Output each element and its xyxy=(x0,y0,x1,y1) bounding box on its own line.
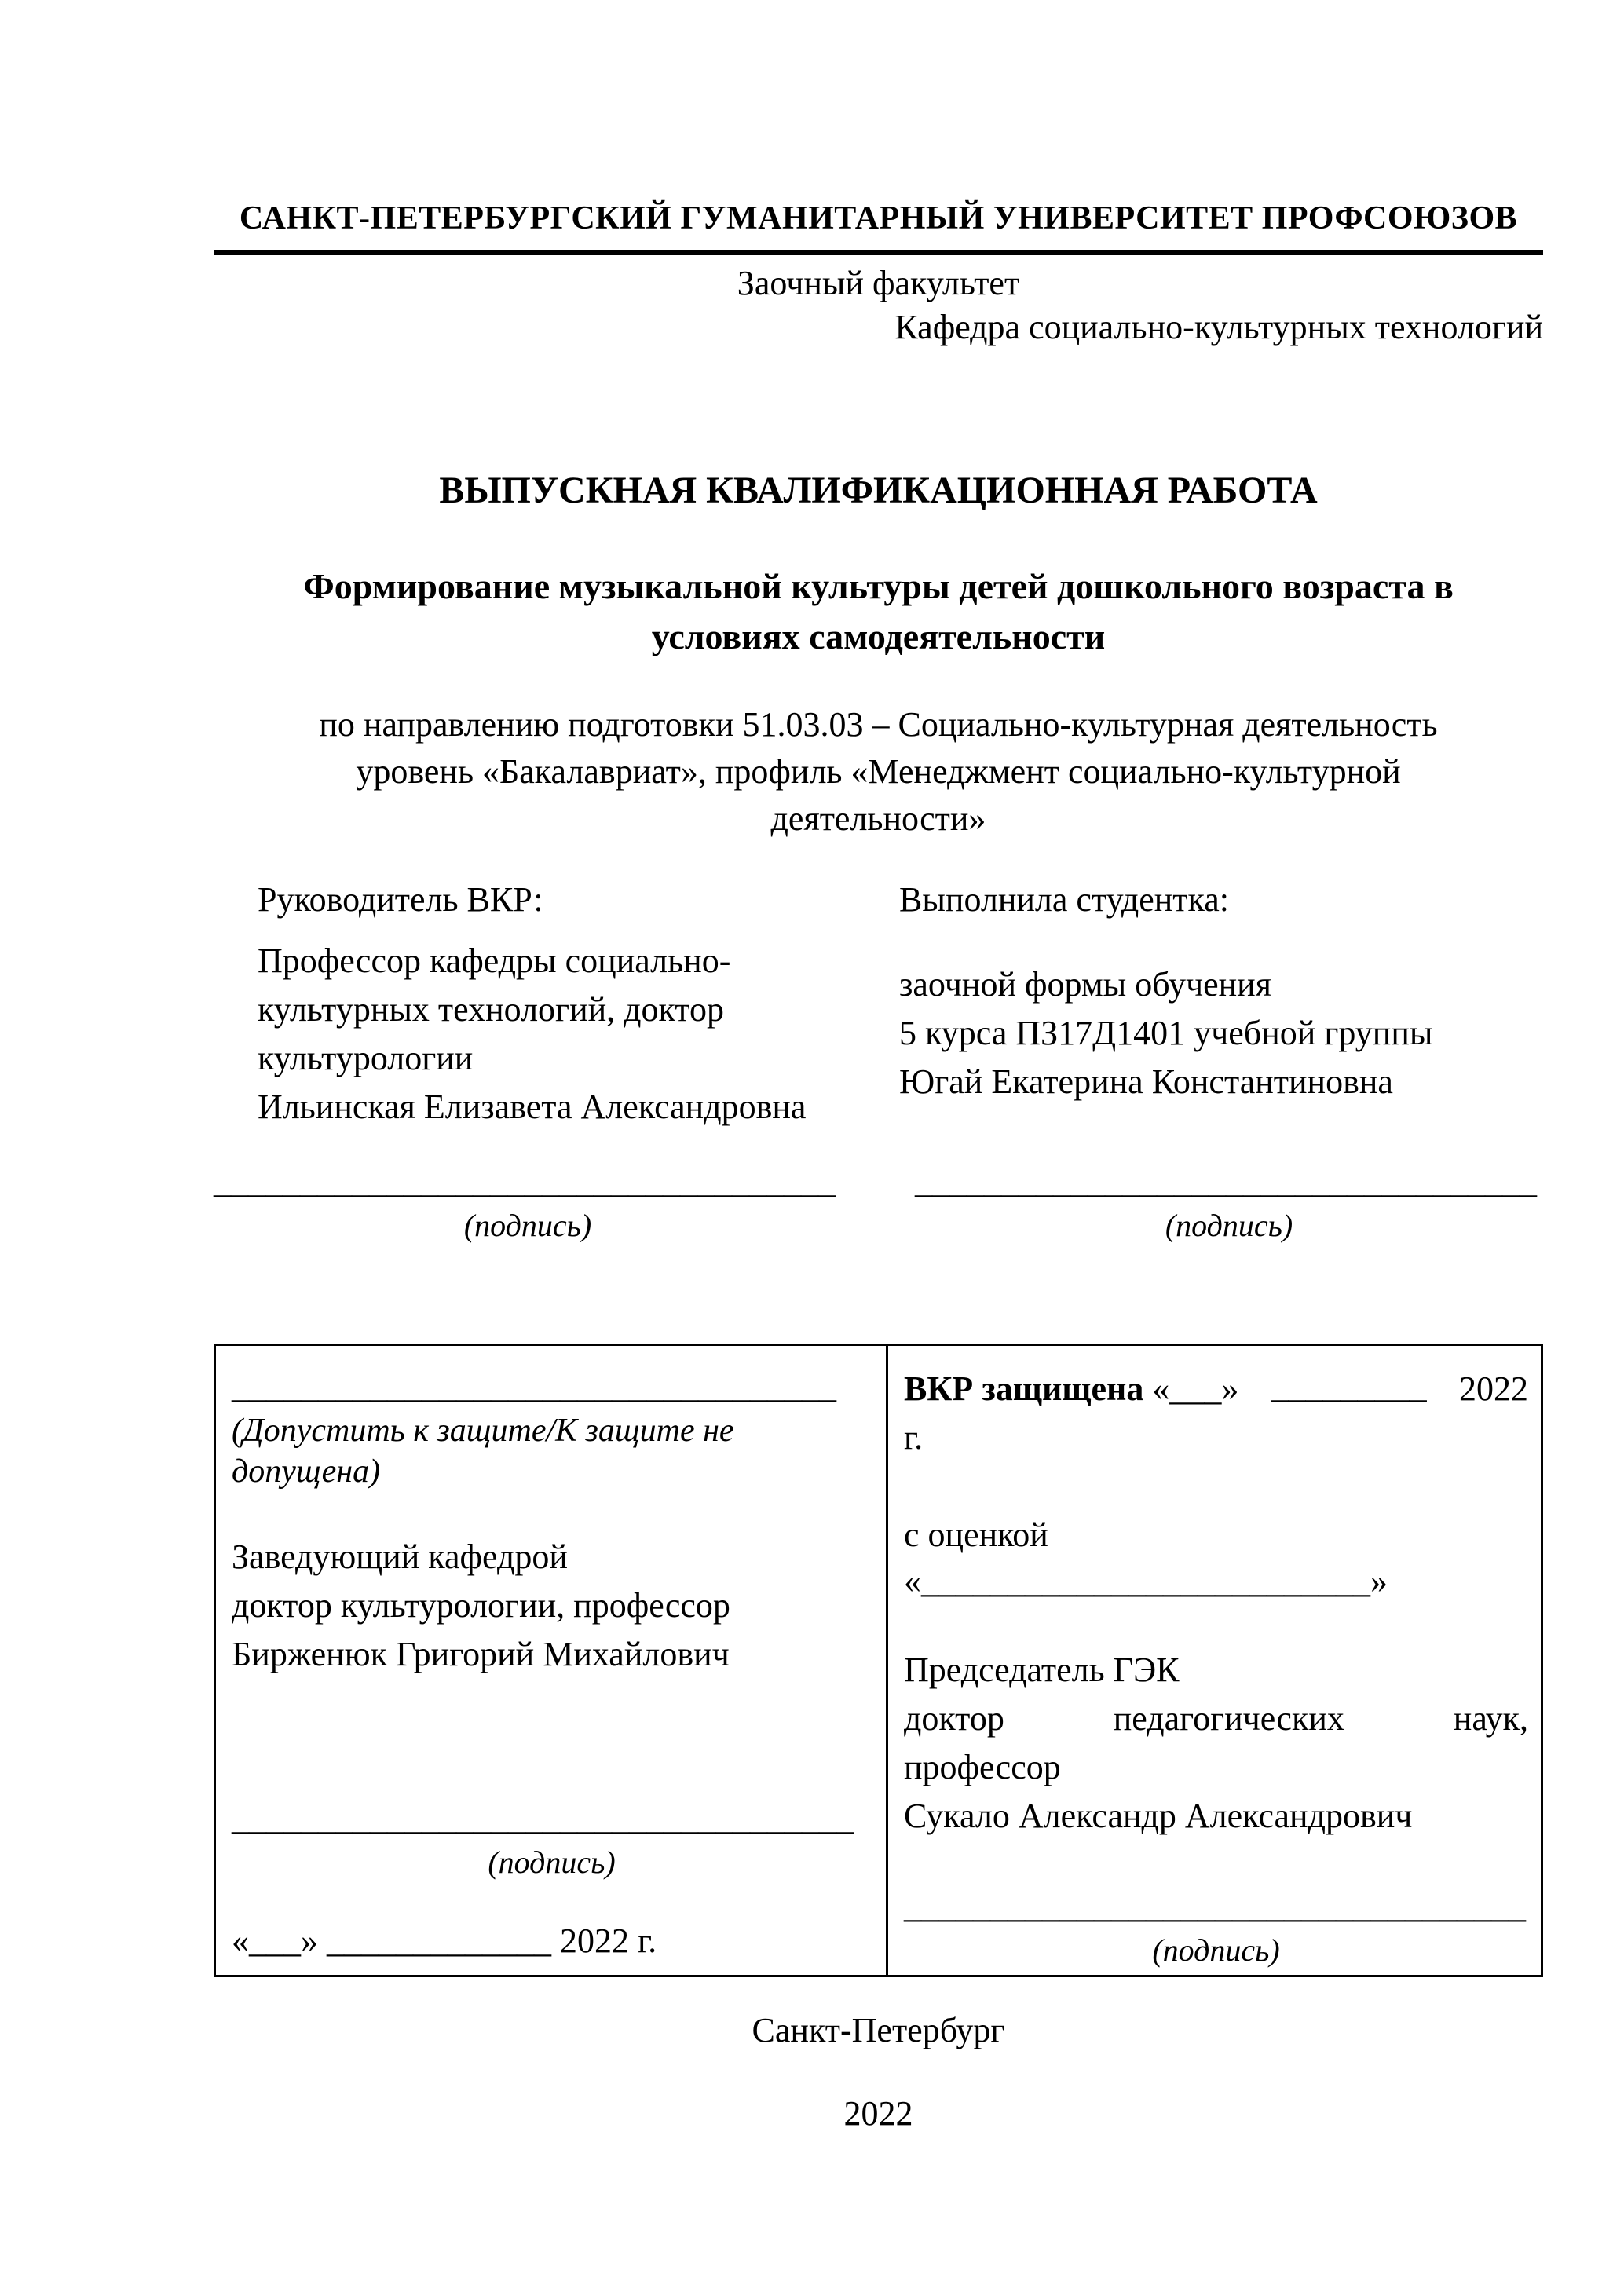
admission-cell xyxy=(215,1345,887,1976)
student-name: Югай Екатерина Константиновна xyxy=(899,1062,1393,1101)
program-info-line-2: уровень «Бакалавриат», профиль «Менеджмент социально-культурной xyxy=(356,752,1401,791)
defense-defended-label-group xyxy=(904,1365,1238,1413)
chair-degree-word: педагогических xyxy=(1113,1699,1344,1738)
grade-blank-line: «__________________________» xyxy=(904,1562,1388,1600)
approval-table-row xyxy=(215,1345,1542,1976)
student-details xyxy=(899,960,1543,1106)
chair-rank: профессор xyxy=(904,1748,1061,1786)
student-block xyxy=(878,876,1543,1132)
defense-day-quote: «___» xyxy=(1152,1369,1239,1408)
grade-label: с оценкой xyxy=(904,1515,1048,1554)
department-head-block xyxy=(232,1533,872,1679)
defense-month-blank: _________ xyxy=(1271,1367,1427,1406)
supervisor-signature-caption: (подпись) xyxy=(463,1208,592,1243)
supervisor-detail-line: культурологии xyxy=(258,1039,474,1077)
chair-label: Председатель ГЭК xyxy=(904,1651,1180,1689)
student-detail-line: 5 курса ПЗ17Д1401 учебной группы xyxy=(899,1014,1433,1052)
chair-degree-word: наук, xyxy=(1453,1699,1528,1738)
footer-city: Санкт-Петербург xyxy=(752,2011,1005,2049)
signature-row xyxy=(214,1160,1543,1245)
defense-defended-line xyxy=(904,1365,1528,1413)
supervisor-block xyxy=(214,876,878,1132)
student-label: Выполнила студентка: xyxy=(899,880,1229,919)
defense-defended-label: ВКР защищена xyxy=(904,1369,1144,1408)
university-name: САНКТ-ПЕТЕРБУРГСКИЙ ГУМАНИТАРНЫЙ УНИВЕРСИТЕТ ПРОФСОЮЗОВ xyxy=(239,200,1518,236)
thesis-topic xyxy=(214,561,1543,662)
defense-cell xyxy=(887,1345,1542,1976)
admission-signature-caption: (подпись) xyxy=(488,1844,616,1880)
department-head-position: Заведующий кафедрой xyxy=(232,1537,568,1576)
defense-year-suffix: г. xyxy=(904,1418,924,1457)
admission-signature-line: ____________________________________ xyxy=(232,1799,854,1837)
defense-signature-caption: (подпись) xyxy=(1152,1932,1280,1968)
student-signature-caption: (подпись) xyxy=(1165,1208,1293,1243)
defense-year: 2022 xyxy=(1459,1369,1528,1408)
student-signature-block xyxy=(915,1160,1543,1245)
program-info-line-3: деятельности» xyxy=(770,799,986,838)
faculty-line: Заочный факультет xyxy=(737,264,1020,302)
thesis-topic-line-2: условиях самодеятельности xyxy=(651,616,1106,656)
header-rule xyxy=(214,250,1543,255)
supervisor-details xyxy=(258,937,878,1132)
department-line: Кафедра социально-культурных технологий xyxy=(894,308,1543,346)
chair-degree-line xyxy=(904,1695,1528,1743)
admission-blank-line: ___________________________________ xyxy=(232,1367,836,1406)
supervisor-signature-block xyxy=(214,1160,842,1245)
department-head-name: Бирженюк Григорий Михайлович xyxy=(232,1635,730,1673)
admission-caption: (Допустить к защите/К защите не допущена) xyxy=(232,1413,734,1490)
chair-degree-word: доктор xyxy=(904,1699,1004,1738)
thesis-topic-line-1: Формирование музыкальной культуры детей дошкольного возраста в xyxy=(303,566,1454,606)
department-head-degree: доктор культурологии, профессор xyxy=(232,1586,730,1625)
program-info xyxy=(214,701,1543,843)
supervisor-detail-line: Профессор кафедры социально- xyxy=(258,941,731,980)
footer-year: 2022 xyxy=(843,2094,913,2133)
supervisor-label: Руководитель ВКР: xyxy=(258,880,543,919)
chair-name: Сукало Александр Александрович xyxy=(904,1797,1413,1835)
admission-date-line: «___» _____________ 2022 г. xyxy=(232,1921,657,1960)
supervisor-detail-line: культурных технологий, доктор xyxy=(258,990,724,1029)
student-signature-line: ____________________________________ xyxy=(915,1162,1537,1201)
work-type-title: ВЫПУСКНАЯ КВАЛИФИКАЦИОННАЯ РАБОТА xyxy=(439,470,1318,511)
approval-table xyxy=(214,1344,1543,1977)
supervisor-signature-line: ____________________________________ xyxy=(214,1162,836,1201)
supervisor-name: Ильинская Елизавета Александровна xyxy=(258,1088,807,1126)
people-section xyxy=(214,876,1543,1132)
program-info-line-1: по направлению подготовки 51.03.03 – Социально-культурная деятельность xyxy=(319,705,1438,744)
defense-signature-line: ____________________________________ xyxy=(904,1887,1526,1925)
student-detail-line: заочной формы обучения xyxy=(899,965,1271,1004)
